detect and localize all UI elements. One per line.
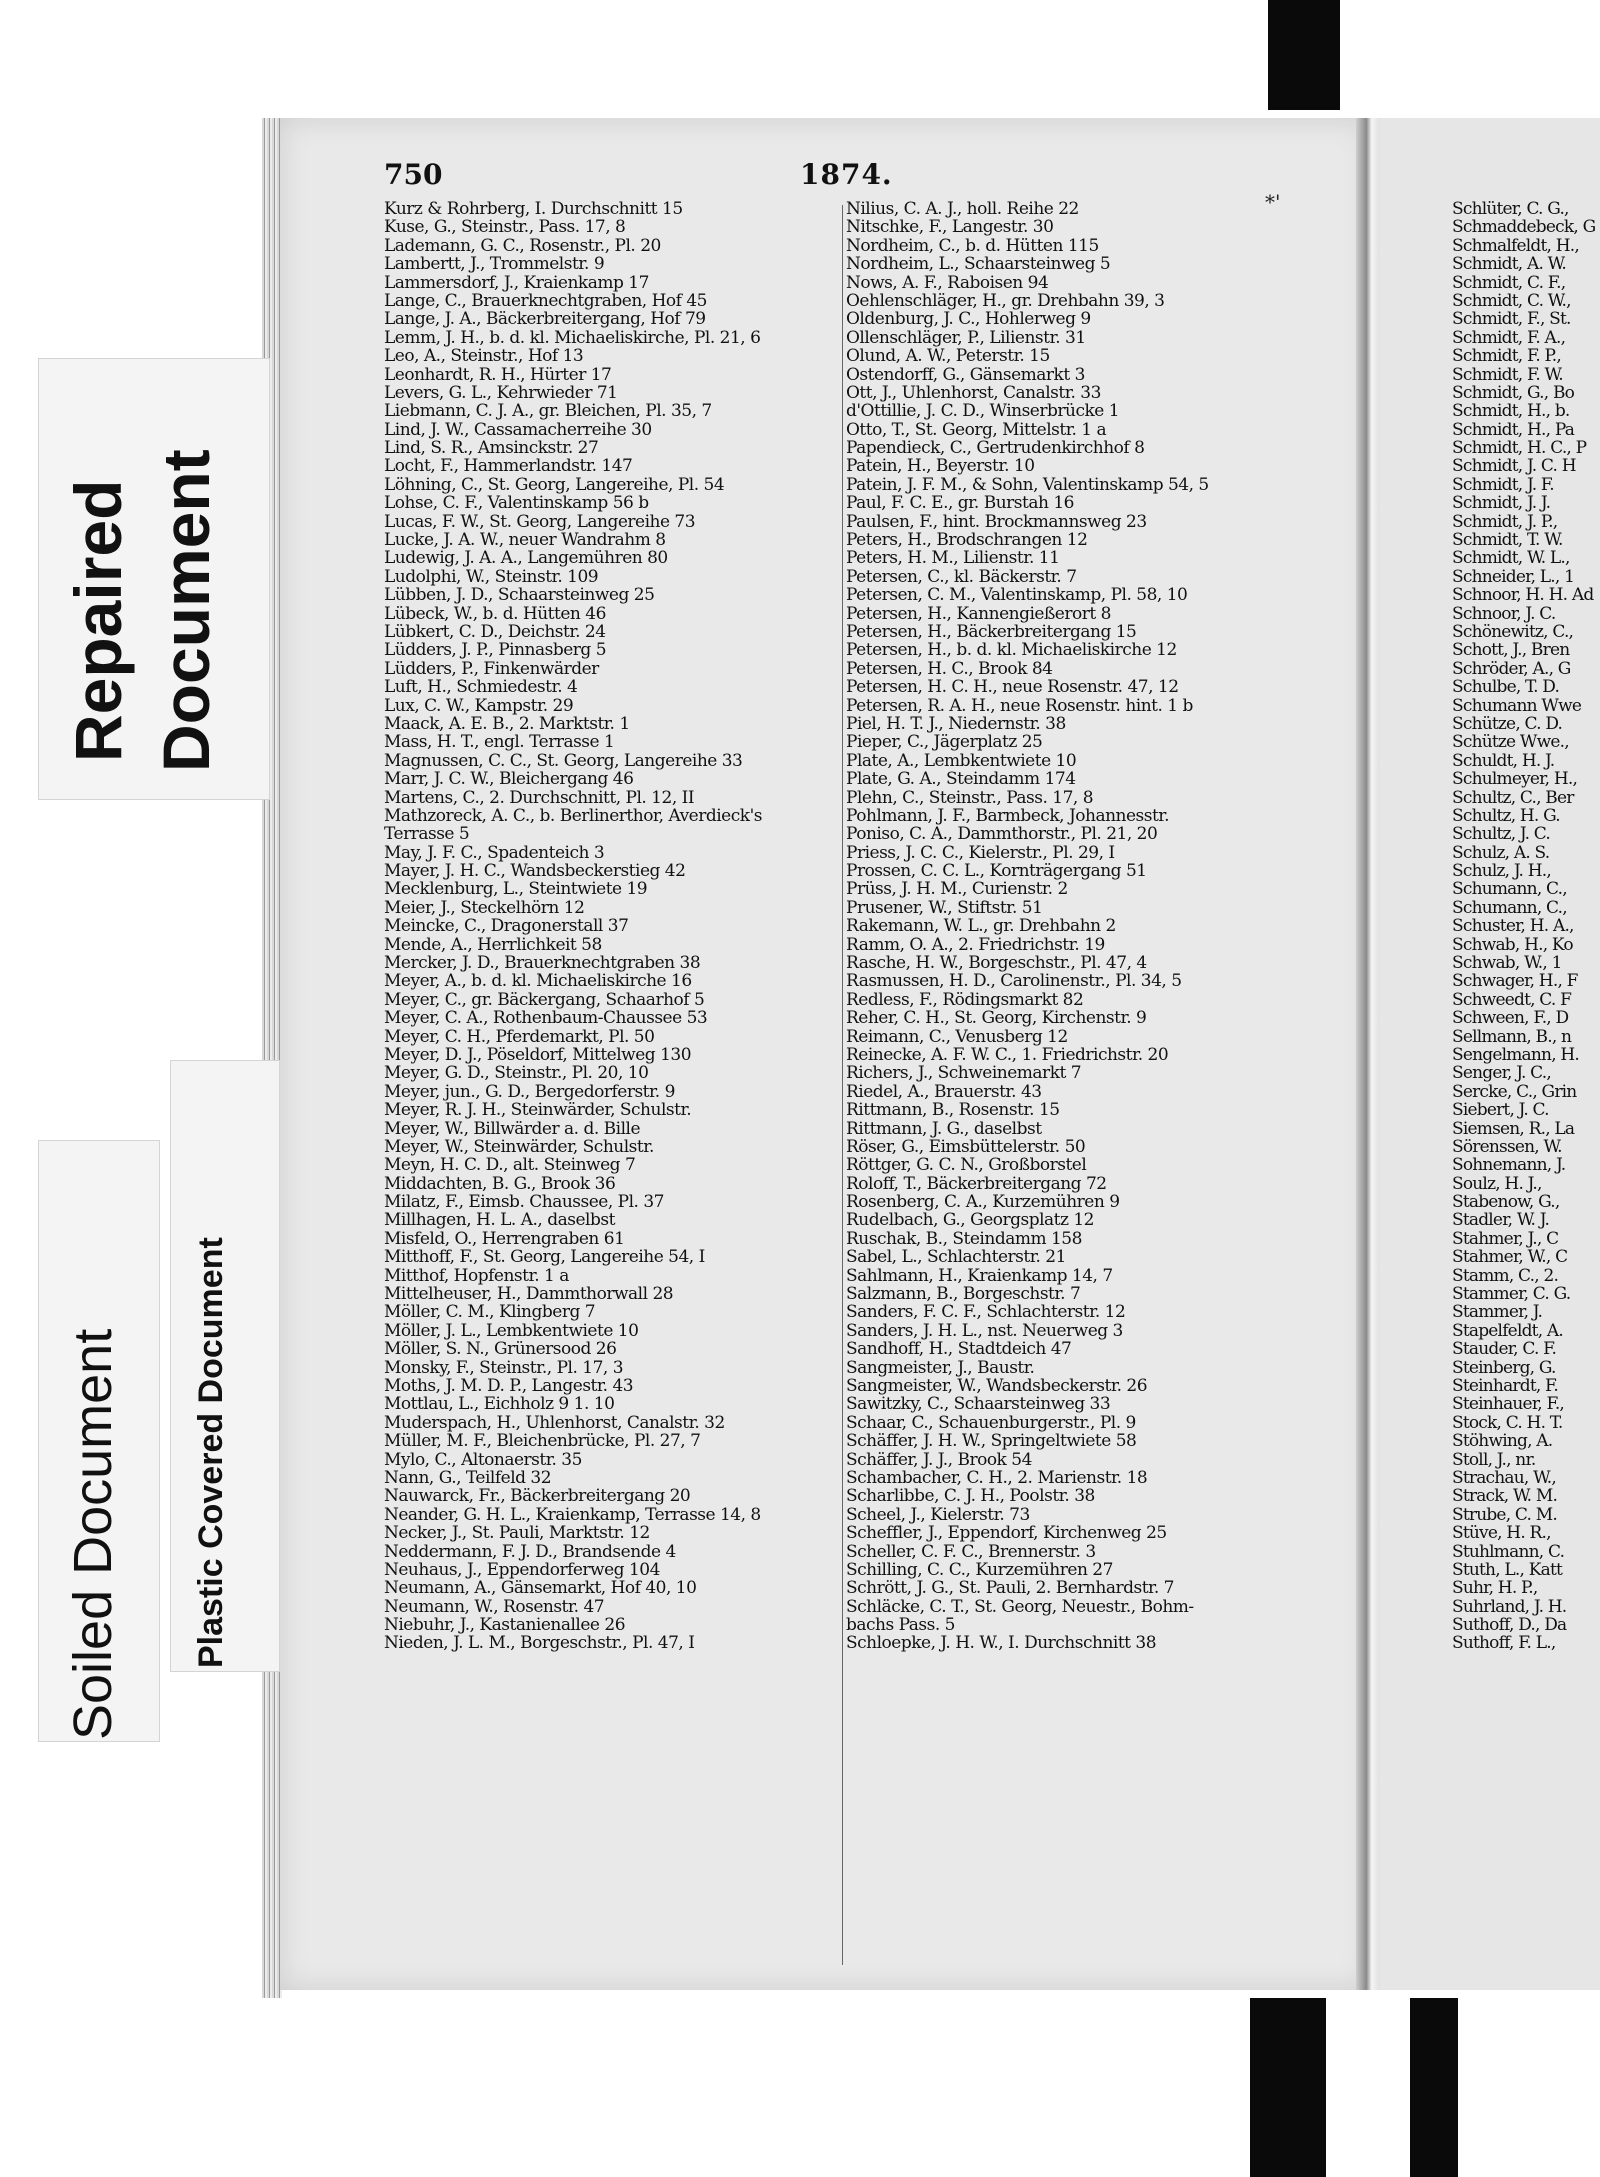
directory-entry: Schmidt, G., Bo [1452,383,1575,403]
directory-entry: Möller, C. M., Klingberg 7 [384,1303,596,1322]
directory-column-middle [846,200,1356,1653]
directory-entry: Schumann, C., [1452,880,1567,899]
directory-entry: Magnussen, C. C., St. Georg, Langereihe 33 [384,751,743,771]
directory-entry: Prüss, J. H. M., Curienstr. 2 [846,880,1068,899]
directory-entry: Kuse, G., Steinstr., Pass. 17, 8 [384,218,626,237]
directory-entry: Stadler, W. J. [1452,1211,1550,1230]
directory-entry: Petersen, C. M., Valentinskamp, Pl. 58, 10 [846,586,1188,605]
directory-entry: Lind, S. R., Amsinckstr. 27 [384,439,599,458]
directory-entry: Meyer, D. J., Pöseldorf, Mittelweg 130 [384,1045,692,1065]
directory-entry: Schmidt, C. F., [1452,273,1566,292]
directory-entry: Schnoor, H. H. Ad [1452,586,1594,605]
directory-entry: Lucas, F. W., St. Georg, Langereihe 73 [384,512,696,532]
directory-entry: Scheffler, J., Eppendorf, Kirchenweg 25 [846,1524,1167,1543]
directory-entry: Meyer, C. H., Pferdemarkt, Pl. 50 [384,1027,655,1046]
directory-entry: Kurz & Rohrberg, I. Durchschnitt 15 [384,200,683,219]
directory-entry: Schmidt, T. W. [1452,531,1563,550]
directory-entry: Nitschke, F., Langestr. 30 [846,218,1054,237]
directory-entry: Levers, G. L., Kehrwieder 71 [384,383,618,403]
directory-entry: Mittelheuser, H., Dammthorwall 28 [384,1285,674,1304]
directory-entry: Paulsen, F., hint. Brockmannsweg 23 [846,512,1147,532]
directory-entry: Lind, J. W., Cassamacherreihe 30 [384,420,652,440]
directory-entry: Strachau, W., [1452,1468,1557,1488]
directory-entry: Schmidt, J. F. [1452,475,1554,495]
directory-entry: Pohlmann, J. F., Barmbeck, Johannesstr. [846,806,1169,826]
directory-entry: Ludolphi, W., Steinstr. 109 [384,567,599,587]
directory-entry: Terrasse 5 [384,825,470,844]
directory-entry: Suthoff, D., Da [1452,1616,1567,1635]
directory-entry: Röser, G., Eimsbüttelerstr. 50 [846,1137,1086,1157]
directory-entry: Mecklenburg, L., Steintwiete 19 [384,880,648,899]
directory-column-left [384,200,844,1653]
directory-entry: Stüve, H. R., [1452,1524,1551,1543]
directory-entry: Ostendorff, G., Gänsemarkt 3 [846,365,1085,384]
directory-entry: Priess, J. C. C., Kielerstr., Pl. 29, I [846,843,1115,863]
directory-entry: bachs Pass. 5 [846,1616,955,1635]
directory-entry: Redless, F., Rödingsmarkt 82 [846,990,1084,1010]
directory-entry: Rakemann, W. L., gr. Drehbahn 2 [846,917,1116,936]
directory-entry: Nordheim, C., b. d. Hütten 115 [846,236,1099,256]
directory-entry: Necker, J., St. Pauli, Marktstr. 12 [384,1524,650,1543]
directory-entry: Pieper, C., Jägerplatz 25 [846,733,1043,752]
directory-entry: Reinecke, A. F. W. C., 1. Friedrichstr. 20 [846,1045,1169,1065]
directory-entry: Rasmussen, H. D., Carolinenstr., Pl. 34, 5 [846,972,1182,991]
directory-entry: Nordheim, L., Schaarsteinweg 5 [846,255,1111,274]
directory-entry: Schuldt, H. J. [1452,751,1555,771]
directory-entry: Middachten, B. G., Brook 36 [384,1174,616,1194]
directory-entry: Suhr, H. P., [1452,1579,1538,1598]
directory-entry: Lübkert, C. D., Deichstr. 24 [384,622,606,642]
directory-entry: Plate, G. A., Steindamm 174 [846,770,1076,789]
directory-entry: Meyn, H. C. D., alt. Steinweg 7 [384,1156,636,1175]
directory-entry: Plehn, C., Steinstr., Pass. 17, 8 [846,788,1094,807]
directory-entry: Petersen, H. C., Brook 84 [846,659,1053,679]
directory-entry: Schneider, L., 1 [1452,567,1575,587]
directory-entry: Petersen, H., Bäckerbreitergang 15 [846,622,1137,642]
directory-entry: Stöhwing, A. [1452,1432,1553,1451]
directory-entry: Meyer, jun., G. D., Bergedorferstr. 9 [384,1082,675,1102]
directory-entry: Oldenburg, J. C., Hohlerweg 9 [846,310,1091,329]
directory-entry: Petersen, H., Kannengießerort 8 [846,604,1111,623]
directory-entry: Millhagen, H. L. A., daselbst [384,1211,615,1230]
directory-entry: Leonhardt, R. H., Hürter 17 [384,365,612,384]
directory-entry: Mercker, J. D., Brauerknechtgraben 38 [384,954,701,973]
directory-entry: Stuhlmann, C. [1452,1542,1565,1561]
directory-entry: Maack, A. E. B., 2. Marktstr. 1 [384,714,630,734]
directory-entry: Rittmann, B., Rosenstr. 15 [846,1101,1060,1120]
directory-entry: Scharlibbe, C. J. H., Poolstr. 38 [846,1487,1095,1506]
directory-entry: Strack, W. M. [1452,1487,1558,1506]
directory-entry: Olund, A. W., Peterstr. 15 [846,347,1050,366]
directory-entry: Ruschak, B., Steindamm 158 [846,1229,1082,1249]
directory-entry: Sercke, C., Grin [1452,1082,1577,1102]
directory-entry: Meier, J., Steckelhörn 12 [384,898,585,918]
book-gutter [1356,118,1382,1990]
directory-entry: Oehlenschläger, H., gr. Drehbahn 39, 3 [846,291,1165,311]
directory-entry: Marr, J. C. W., Bleichergang 46 [384,770,634,789]
directory-entry: Schott, J., Bren [1452,641,1570,660]
directory-entry: Schambacher, C. H., 2. Marienstr. 18 [846,1468,1148,1488]
directory-entry: Schloepke, J. H. W., I. Durchschnitt 38 [846,1634,1157,1653]
directory-entry: Schnoor, J. C. [1452,604,1556,623]
directory-entry: Meyer, A., b. d. kl. Michaeliskirche 16 [384,972,692,991]
directory-entry: Petersen, R. A. H., neue Rosenstr. hint. 1 b [846,696,1193,715]
directory-entry: Lambertt, J., Trommelstr. 9 [384,255,605,274]
directory-entry: Sengelmann, H. [1452,1045,1580,1065]
directory-entry: Neander, G. H. L., Kraienkamp, Terrasse 14, 8 [384,1505,761,1525]
directory-entry: Lux, C. W., Kampstr. 29 [384,696,574,715]
directory-entry: Nows, A. F., Raboisen 94 [846,273,1049,292]
repaired-document-label-line1: Repaired [61,479,135,762]
directory-entry: Steinberg, G. [1452,1358,1556,1377]
page-number: 750 [384,158,443,191]
directory-entry: Schröder, A., G [1452,659,1571,679]
directory-entry: Nann, G., Teilfeld 32 [384,1468,552,1488]
directory-entry: Petersen, H. C. H., neue Rosenstr. 47, 12 [846,678,1179,697]
directory-entry: Ramm, O. A., 2. Friedrichstr. 19 [846,935,1105,955]
directory-entry: Meyer, R. J. H., Steinwärder, Schulstr. [384,1101,692,1120]
directory-entry: Sabel, L., Schlachterstr. 21 [846,1248,1066,1267]
directory-entry: Sawitzky, C., Schaarsteinweg 33 [846,1395,1111,1414]
directory-entry: Lemm, J. H., b. d. kl. Michaeliskirche, Pl. 21, 6 [384,328,761,348]
directory-entry: Nilius, C. A. J., holl. Reihe 22 [846,200,1079,219]
directory-entry: Schulz, A. S. [1452,843,1550,863]
directory-entry: Müller, M. F., Bleichenbrücke, Pl. 27, 7 [384,1432,701,1451]
directory-entry: Schulmeyer, H., [1452,770,1578,789]
directory-entry: Schmidt, J. P., [1452,512,1558,532]
directory-entry: Rittmann, J. G., daselbst [846,1119,1042,1138]
directory-entry: Lüdders, J. P., Pinnasberg 5 [384,641,607,660]
directory-entry: Schwab, W., 1 [1452,954,1562,973]
directory-entry: Schmidt, J. C. H [1452,457,1576,476]
directory-entry: Neumann, W., Rosenstr. 47 [384,1597,605,1617]
directory-entry: Siebert, J. C. [1452,1101,1549,1120]
directory-entry: Roloff, T., Bäckerbreitergang 72 [846,1174,1107,1194]
directory-entry: Mende, A., Herrlichkeit 58 [384,935,602,955]
directory-entry: Schmidt, F. A., [1452,328,1566,348]
directory-entry: Schmidt, F. P., [1452,347,1561,366]
directory-entry: Rosenberg, C. A., Kurzemühren 9 [846,1193,1120,1212]
directory-entry: Sanders, F. C. F., Schlachterstr. 12 [846,1303,1126,1322]
page-year: 1874. [800,158,893,191]
directory-entry: Schulz, J. H., [1452,862,1552,881]
directory-entry: Siemsen, R., La [1452,1119,1575,1138]
directory-entry: Riedel, A., Brauerstr. 43 [846,1082,1042,1102]
directory-entry: Meyer, C., gr. Bäckergang, Schaarhof 5 [384,990,705,1010]
directory-entry: Lübben, J. D., Schaarsteinweg 25 [384,586,655,605]
directory-entry: Lange, C., Brauerknechtgraben, Hof 45 [384,291,707,311]
frame-bar-bottom-right [1410,1998,1458,2177]
directory-entry: Suthoff, F. L., [1452,1634,1556,1653]
directory-entry: Röttger, G. C. N., Großborstel [846,1156,1087,1175]
directory-entry: Meyer, C. A., Rothenbaum-Chaussee 53 [384,1009,708,1028]
directory-entry: Stammer, J. [1452,1303,1543,1322]
repaired-document-label-line2: Document [149,449,223,772]
directory-entry: Sangmeister, J., Baustr. [846,1358,1035,1377]
directory-entry: Stahmer, J., C [1452,1229,1559,1249]
directory-entry: Mayer, J. H. C., Wandsbeckerstieg 42 [384,862,686,881]
directory-entry: Peters, H., Brodschrangen 12 [846,531,1088,550]
directory-entry: Neumann, A., Gänsemarkt, Hof 40, 10 [384,1579,697,1598]
directory-entry: Schmidt, C. W., [1452,291,1571,311]
directory-entry: Leo, A., Steinstr., Hof 13 [384,347,584,366]
directory-entry: Muderspach, H., Uhlenhorst, Canalstr. 32 [384,1413,725,1433]
frame-bar-upper-right [1268,0,1328,110]
directory-entry: Plate, A., Lembkentwiete 10 [846,751,1077,771]
directory-entry: Lucke, J. A. W., neuer Wandrahm 8 [384,531,666,550]
directory-entry: Rasche, H. W., Borgeschstr., Pl. 47, 4 [846,954,1147,973]
directory-entry: Schulbe, T. D. [1452,678,1560,697]
directory-entry: Liebmann, C. J. A., gr. Bleichen, Pl. 35, 7 [384,402,712,421]
directory-entry: Lammersdorf, J., Kraienkamp 17 [384,273,649,292]
directory-entry: Moths, J. M. D. P., Langestr. 43 [384,1377,634,1396]
directory-entry: Schmidt, J. J. [1452,494,1551,513]
directory-entry: Sanders, J. H. L., nst. Neuerweg 3 [846,1321,1123,1341]
plastic-covered-document-label: Plastic Covered Document [192,1237,230,1668]
directory-entry: Stahmer, W., C [1452,1248,1568,1267]
directory-entry: Strube, C. M. [1452,1505,1557,1525]
directory-entry: Mylo, C., Altonaerstr. 35 [384,1450,582,1469]
directory-entry: Schütze Wwe., [1452,733,1569,752]
directory-entry: Meincke, C., Dragonerstall 37 [384,917,629,936]
directory-entry: Peters, H. M., Lilienstr. 11 [846,549,1060,568]
directory-entry: Milatz, F., Eimsb. Chaussee, Pl. 37 [384,1193,664,1212]
directory-entry: Lohse, C. F., Valentinskamp 56 b [384,494,649,513]
directory-entry: Soulz, H. J., [1452,1174,1542,1194]
directory-entry: May, J. F. C., Spadenteich 3 [384,843,605,863]
directory-entry: Schäffer, J. H. W., Springeltwiete 58 [846,1432,1137,1451]
directory-entry: Möller, S. N., Grünersood 26 [384,1340,617,1359]
directory-entry: Schmidt, F., St. [1452,310,1571,329]
directory-entry: Prossen, C. C. L., Kornträgergang 51 [846,862,1147,881]
directory-entry: Schmidt, F. W. [1452,365,1563,384]
directory-entry: Schäffer, J. J., Brook 54 [846,1450,1032,1469]
directory-entry: Mottlau, L., Eichholz 9 1. 10 [384,1395,615,1414]
directory-entry: Reimann, C., Venusberg 12 [846,1027,1068,1046]
directory-entry: Schumann, C., [1452,898,1567,918]
directory-entry: Schmidt, A. W. [1452,255,1566,274]
directory-entry: Otto, T., St. Georg, Mittelstr. 1 a [846,420,1107,440]
directory-entry: Stuth, L., Katt [1452,1560,1563,1580]
directory-entry: Schlüter, C. G., [1452,200,1569,219]
directory-entry: Schween, F., D [1452,1009,1569,1028]
directory-entry: Schweedt, C. F [1452,990,1572,1010]
directory-entry: Neddermann, F. J. D., Brandsende 4 [384,1542,676,1561]
directory-entry: Sangmeister, W., Wandsbeckerstr. 26 [846,1377,1148,1396]
directory-entry: Paul, F. C. E., gr. Burstah 16 [846,494,1074,513]
directory-entry: Schütze, C. D. [1452,714,1563,734]
directory-entry: Ollenschläger, P., Lilienstr. 31 [846,328,1086,348]
directory-entry: Schrött, J. G., St. Pauli, 2. Bernhardstr. 7 [846,1579,1174,1598]
directory-entry: Stamm, C., 2. [1452,1266,1559,1286]
soiled-document-label: Soiled Document [63,1328,123,1740]
directory-entry: Stauder, C. F. [1452,1340,1557,1359]
directory-entry: Schläcke, C. T., St. Georg, Neuestr., Bohm- [846,1597,1194,1617]
directory-entry: Prusener, W., Stiftstr. 51 [846,898,1043,918]
directory-entry: Stammer, C. G. [1452,1285,1571,1304]
directory-entry: Neuhaus, J., Eppendorferweg 104 [384,1560,660,1580]
directory-entry: Meyer, W., Steinwärder, Schulstr. [384,1137,654,1157]
directory-entry: Petersen, C., kl. Bäckerstr. 7 [846,567,1077,587]
directory-entry: Schmidt, W. L., [1452,549,1570,568]
directory-entry: Stabenow, G., [1452,1193,1560,1212]
directory-entry: Patein, J. F. M., & Sohn, Valentinskamp 54, 5 [846,475,1209,495]
directory-entry: Scheller, C. F. C., Brennerstr. 3 [846,1542,1096,1561]
directory-entry: Schultz, H. G. [1452,806,1560,826]
directory-entry: Ott, J., Uhlenhorst, Canalstr. 33 [846,383,1101,403]
directory-entry: Stapelfeldt, A. [1452,1321,1563,1341]
directory-entry: Steinhardt, F. [1452,1377,1559,1396]
page-mark: *' [1265,190,1281,214]
directory-entry: Schultz, C., Ber [1452,788,1574,807]
directory-entry: Schumann Wwe [1452,696,1582,715]
directory-entry: Sahlmann, H., Kraienkamp 14, 7 [846,1266,1113,1286]
directory-entry: Niebuhr, J., Kastanienallee 26 [384,1616,626,1635]
directory-entry: Patein, H., Beyerstr. 10 [846,457,1035,476]
directory-entry: Meyer, G. D., Steinstr., Pl. 20, 10 [384,1064,649,1083]
directory-entry: Richers, J., Schweinemarkt 7 [846,1064,1082,1083]
directory-entry: Martens, C., 2. Durchschnitt, Pl. 12, II [384,788,695,807]
directory-entry: Sörenssen, W. [1452,1137,1562,1157]
directory-entry: Schuster, H. A., [1452,917,1574,936]
directory-entry: Lüdders, P., Finkenwärder [384,659,599,679]
directory-entry: Nauwarck, Fr., Bäckerbreitergang 20 [384,1487,691,1506]
directory-entry: Papendieck, C., Gertrudenkirchhof 8 [846,439,1145,458]
directory-entry: Salzmann, B., Borgeschstr. 7 [846,1285,1081,1304]
directory-entry: Rudelbach, G., Georgsplatz 12 [846,1211,1094,1230]
directory-entry: Schmidt, H. C., P [1452,439,1587,458]
directory-entry: Ludewig, J. A. A., Langemühren 80 [384,549,668,568]
directory-entry: Schwab, H., Ko [1452,935,1573,955]
directory-entry: Nieden, J. L. M., Borgeschstr., Pl. 47, I [384,1634,695,1653]
directory-entry: Mitthoff, F., St. Georg, Langereihe 54, I [384,1248,705,1267]
directory-entry: Schmidt, H., Pa [1452,420,1575,440]
directory-entry: Stoll, J., nr. [1452,1450,1536,1469]
directory-entry: Sellmann, B., n [1452,1027,1572,1046]
directory-entry: Schilling, C. C., Kurzemühren 27 [846,1560,1113,1580]
directory-entry: Lübeck, W., b. d. Hütten 46 [384,604,606,623]
directory-entry: Schmidt, H., b. [1452,402,1570,421]
directory-entry: d'Ottillie, J. C. D., Winserbrücke 1 [846,402,1120,421]
directory-entry: Meyer, W., Billwärder a. d. Bille [384,1119,640,1138]
directory-entry: Luft, H., Schmiedestr. 4 [384,678,578,697]
directory-entry: Löhning, C., St. Georg, Langereihe, Pl. 54 [384,475,725,495]
directory-entry: Lange, J. A., Bäckerbreitergang, Hof 79 [384,310,706,329]
directory-entry: Schultz, J. C. [1452,825,1551,844]
directory-entry: Stock, C. H. T. [1452,1413,1563,1433]
directory-entry: Schaar, C., Schauenburgerstr., Pl. 9 [846,1413,1136,1433]
directory-entry: Sandhoff, H., Stadtdeich 47 [846,1340,1072,1359]
frame-bar-bottom-left [1250,1998,1326,2177]
directory-entry: Piel, H. T. J., Niedernstr. 38 [846,714,1066,734]
directory-entry: Mathzoreck, A. C., b. Berlinerthor, Averdieck's [384,806,762,826]
directory-entry: Petersen, H., b. d. kl. Michaeliskirche 12 [846,641,1177,660]
directory-entry: Möller, J. L., Lembkentwiete 10 [384,1321,639,1341]
directory-column-right [1452,200,1600,1653]
directory-entry: Steinhauer, F., [1452,1395,1565,1414]
directory-entry: Schmalfeldt, H., [1452,236,1579,256]
directory-entry: Lademann, G. C., Rosenstr., Pl. 20 [384,236,661,256]
directory-entry: Schönewitz, C., [1452,622,1574,642]
directory-entry: Mitthof, Hopfenstr. 1 a [384,1266,569,1286]
directory-entry: Sohnemann, J. [1452,1156,1566,1175]
directory-entry: Locht, F., Hammerlandstr. 147 [384,457,633,476]
directory-entry: Senger, J. C., [1452,1064,1551,1083]
directory-entry: Poniso, C. A., Dammthorstr., Pl. 21, 20 [846,825,1158,844]
directory-entry: Monsky, F., Steinstr., Pl. 17, 3 [384,1358,624,1377]
directory-entry: Schmaddebeck, G [1452,218,1596,237]
directory-entry: Mass, H. T., engl. Terrasse 1 [384,733,615,752]
directory-entry: Schwager, H., F [1452,972,1578,991]
directory-entry: Scheel, J., Kielerstr. 73 [846,1505,1030,1525]
directory-entry: Suhrland, J. H. [1452,1597,1567,1617]
directory-entry: Misfeld, O., Herrengraben 61 [384,1229,625,1249]
directory-entry: Reher, C. H., St. Georg, Kirchenstr. 9 [846,1009,1147,1028]
